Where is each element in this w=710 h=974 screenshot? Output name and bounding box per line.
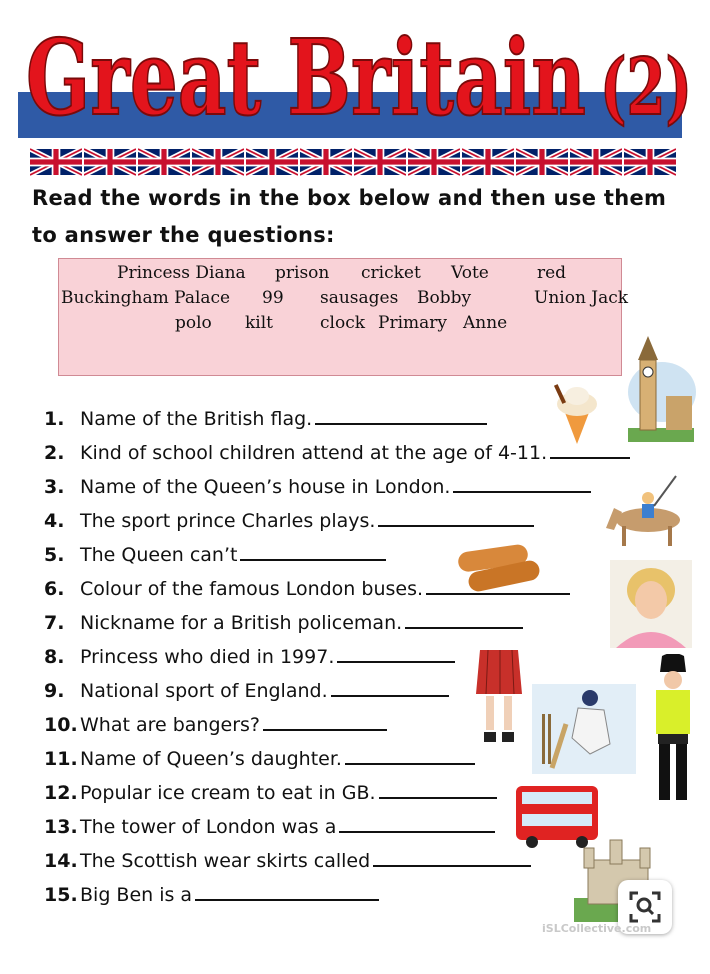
union-jack-icon	[192, 148, 244, 176]
page-title: Great Britain	[26, 16, 586, 139]
question-10: 10. What are bangers?	[44, 711, 387, 745]
answer-blank[interactable]	[195, 881, 379, 901]
answer-blank[interactable]	[373, 847, 531, 867]
union-jack-icon	[246, 148, 298, 176]
union-jack-icon	[624, 148, 676, 176]
union-jack-icon	[300, 148, 352, 176]
word-item: sausages	[320, 288, 399, 308]
sausage-icon	[454, 540, 546, 596]
answer-blank[interactable]	[453, 473, 591, 493]
word-item: Anne	[463, 313, 508, 333]
word-item: Union Jack	[534, 288, 629, 308]
question-2: 2. Kind of school children attend at the age of 4-11.	[44, 439, 630, 473]
answer-blank[interactable]	[331, 677, 449, 697]
word-item: cricket	[361, 263, 421, 283]
question-5: 5. The Queen can’t	[44, 541, 386, 575]
word-item: clock	[320, 313, 366, 333]
answer-blank[interactable]	[315, 405, 487, 425]
word-box	[58, 258, 629, 376]
cricket-icon	[532, 684, 636, 774]
policeman-icon	[648, 654, 698, 808]
question-15: 15. Big Ben is a	[44, 881, 379, 915]
answer-blank[interactable]	[378, 507, 534, 527]
question-12: 12. Popular ice cream to eat in GB.	[44, 779, 497, 813]
answer-blank[interactable]	[337, 643, 455, 663]
word-item: Primary	[378, 313, 447, 333]
word-item: Vote	[451, 263, 489, 283]
kilt-icon	[474, 648, 524, 746]
question-3: 3. Name of the Queen’s house in London.	[44, 473, 591, 507]
union-jack-row	[30, 148, 680, 176]
question-6: 6. Colour of the famous London buses.	[44, 575, 570, 609]
instructions: Read the words in the box below and then use them to answer the questions:	[32, 186, 667, 247]
word-item: polo	[175, 313, 212, 333]
polo-icon	[600, 468, 700, 550]
page-title-number: (2)	[600, 42, 692, 133]
question-13: 13. The tower of London was a	[44, 813, 495, 847]
word-item: kilt	[245, 313, 274, 333]
question-4: 4. The sport prince Charles plays.	[44, 507, 534, 541]
question-7: 7. Nickname for a British policeman.	[44, 609, 523, 643]
word-item: Buckingham Palace	[61, 288, 231, 308]
lens-search-icon	[628, 890, 662, 924]
question-14: 14. The Scottish wear skirts called	[44, 847, 531, 881]
answer-blank[interactable]	[240, 541, 386, 561]
word-item: Bobby	[417, 288, 472, 308]
watermark: iSLCollective.com	[542, 922, 652, 935]
word-item: red	[537, 263, 567, 283]
union-jack-icon	[408, 148, 460, 176]
answer-blank[interactable]	[405, 609, 523, 629]
union-jack-icon	[570, 148, 622, 176]
union-jack-icon	[516, 148, 568, 176]
union-jack-icon	[354, 148, 406, 176]
word-item: Princess Diana	[117, 263, 246, 283]
union-jack-icon	[84, 148, 136, 176]
union-jack-icon	[462, 148, 514, 176]
word-item: 99	[262, 288, 284, 308]
question-1: 1. Name of the British flag.	[44, 405, 487, 439]
word-item: prison	[275, 263, 330, 283]
question-8: 8. Princess who died in 1997.	[44, 643, 455, 677]
answer-blank[interactable]	[379, 779, 497, 799]
answer-blank[interactable]	[339, 813, 495, 833]
union-jack-icon	[30, 148, 82, 176]
diana-photo	[610, 560, 692, 648]
union-jack-icon	[138, 148, 190, 176]
answer-blank[interactable]	[345, 745, 475, 765]
question-9: 9. National sport of England.	[44, 677, 449, 711]
question-11: 11. Name of Queen’s daughter.	[44, 745, 475, 779]
page-title-graphic	[20, 2, 700, 142]
big-ben-icon	[622, 332, 696, 444]
ice-cream-icon	[552, 382, 602, 446]
answer-blank[interactable]	[263, 711, 387, 731]
